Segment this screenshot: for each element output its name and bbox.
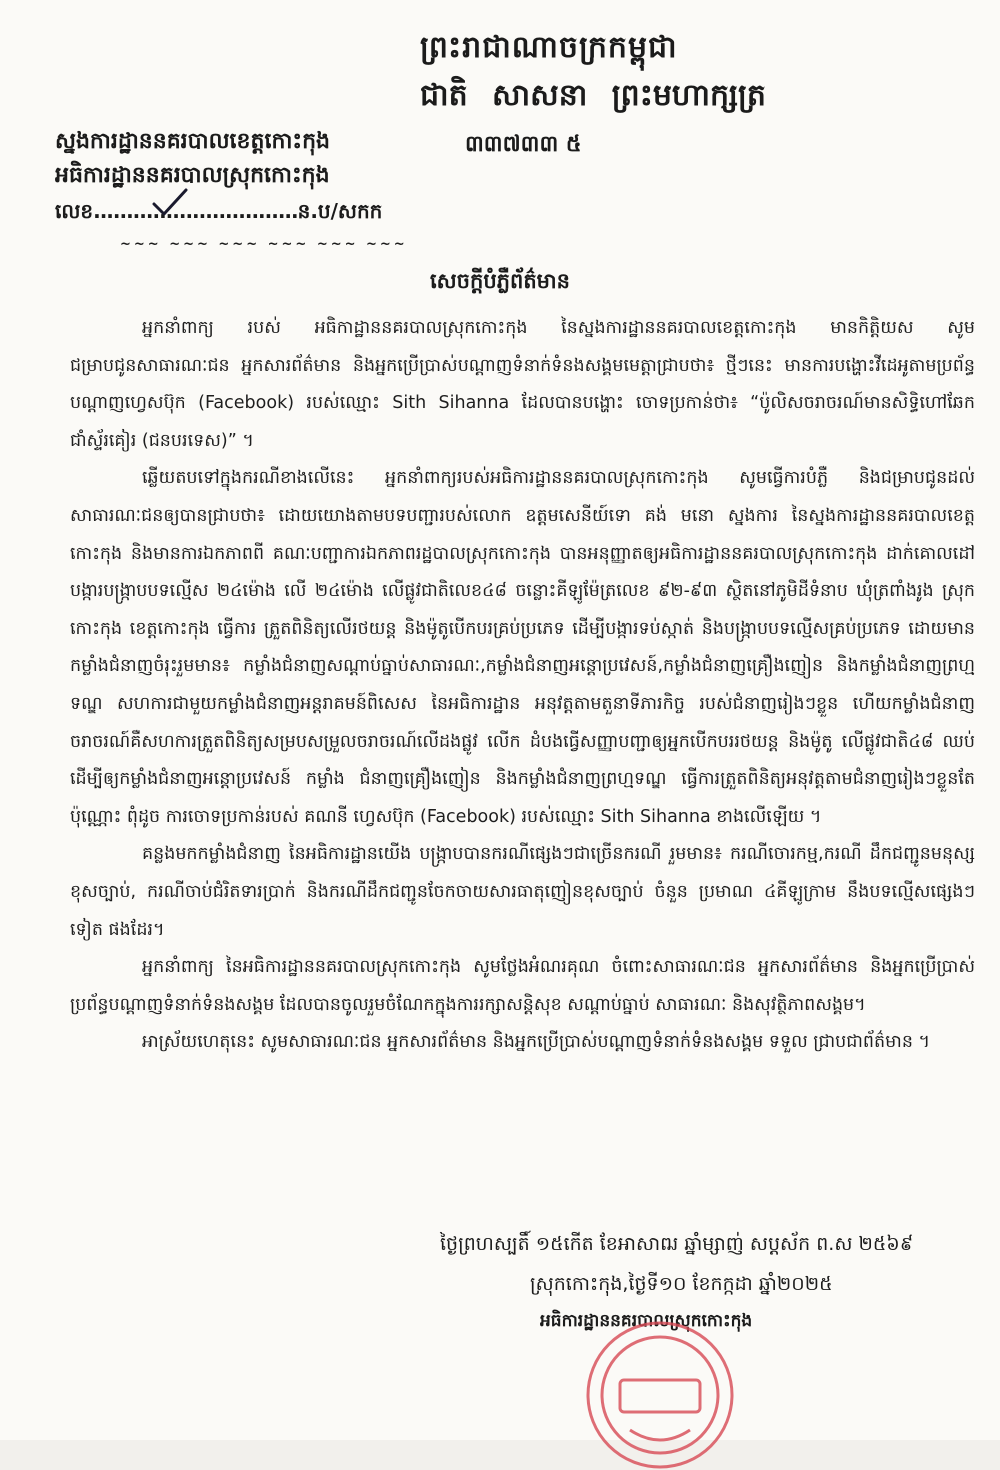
handwritten-check-mark (150, 188, 190, 218)
paragraph-thanks: អ្នកនាំពាក្យ នៃអធិការដ្ឋាននគរបាលស្រុកកោះកុង សូមថ្លែងអំណរគុណ ចំពោះសាធារណៈជន អ្នកសារព័ត៌មាន និងអ្នកប្រើប្រាស់ប្រព័ន្ធបណ្ដាញទំនាក់ទំនងសង្គម ដែលបានចូលរួមចំណែកក្នុងការរក្សាសន្តិសុខ សណ្ដាប់ធ្នាប់ សាធារណៈ និងសុវត្ថិភាពសង្គម។ (70, 957, 975, 1015)
paragraph-response: ឆ្លើយតបទៅក្នុងករណីខាងលើនេះ អ្នកនាំពាក្យរបស់អធិការដ្ឋាននគរបាលស្រុកកោះកុង សូមធ្វើការបំភ្លឺ និងជម្រាបជូនដល់សាធារណៈជនឲ្យបានជ្រាបថា៖ ដោយយោងតាមបទបញ្ជារបស់លោក ឧត្តមសេនីយ៍ទោ គង់ មនោ ស្នងការ នៃស្នងការដ្ឋាននគរបាលខេត្តកោះកុង និងមានការឯកភាពពី គណៈបញ្ជាការឯកភាពរដ្ឋបាលស្រុកកោះកុង បានអនុញ្ញាតឲ្យអធិការដ្ឋាននគរបាលស្រុកកោះកុង ដាក់គោលដៅបង្ការបង្ក្រាបបទល្មើស ២៤ម៉ោង លើ ២៤ម៉ោង លើផ្លូវជាតិលេខ៤៨ ចន្លោះគីឡូម៉ែត្រលេខ ៩២-៩៣ ស្ថិតនៅភូមិដីទំនាប ឃុំត្រពាំងរូង ស្រុកកោះកុង ខេត្តកោះកុង ធ្វើការ ត្រួតពិនិត្យលើរថយន្ត និងម៉ូតូបើកបរគ្រប់ប្រភេទ ដើម្បីបង្ការទប់ស្កាត់ និងបង្ក្រាបបទល្មើសគ្រប់ប្រភេទ ដោយមាន កម្លាំងជំនាញចំរុះរួមមាន៖ កម្លាំងជំនាញសណ្ដាប់ធ្នាប់សាធារណៈ,កម្លាំងជំនាញអន្តោប្រវេសន៍,កម្លាំងជំនាញគ្រឿងញៀន និងកម្លាំងជំនាញព្រហ្មទណ្ឌ សហការជាមួយកម្លាំងជំនាញអន្តរាគមន៍ពិសេស នៃអធិការដ្ឋាន អនុវត្តតាមតួនាទីភារកិច្ច របស់ជំនាញរៀងៗខ្លួន ហើយកម្លាំងជំនាញចរាចរណ៍គឺសហការត្រួតពិនិត្យសម្របសម្រួលចរាចរណ៍លើដងផ្លូវ លើក ដំបងធ្វើសញ្ញាបញ្ជាឲ្យអ្នកបើកបររថយន្ត និងម៉ូតូ លើផ្លូវជាតិ៤៨ ឈប់ដើម្បីឲ្យកម្លាំងជំនាញអន្តោប្រវេសន៍ កម្លាំង ជំនាញគ្រឿងញៀន និងកម្លាំងជំនាញព្រហ្មទណ្ឌ ធ្វើការត្រួតពិនិត្យអនុវត្តតាមជំនាញរៀងៗខ្លួនតែប៉ុណ្ណោះ ពុំដូច ការចោទប្រកាន់របស់ គណនី ហ្វេសប៊ុក (Facebook) របស់ឈ្មោះ Sith Sihanna ខាងលើឡើយ ។ (70, 468, 975, 827)
document-body (70, 310, 975, 1062)
header-ornament: ៣៣៧៣៣ ៥ (465, 132, 582, 157)
issuer-block (55, 125, 415, 252)
paragraph-achievements: គន្លងមកកម្លាំងជំនាញ នៃអធិការដ្ឋានយើង បង្ក្រាបបានករណីផ្សេងៗជាច្រើនករណី រួមមាន៖ ករណីចោរកម្ម,ករណី ដឹកជញ្ជូនមនុស្សខុសច្បាប់, ករណីចាប់ជំរិតទារប្រាក់ និងករណីដឹកជញ្ជូនចែកចាយសារធាតុញៀនខុសច្បាប់ ចំនួន ប្រមាណ ៤គីឡូក្រាម នឹងបទល្មើសផ្សេងៗទៀត ផងដែរ។ (70, 844, 975, 940)
commissariat-name: ស្នងការដ្ឋាននគរបាលខេត្តកោះកុង (55, 129, 330, 154)
solar-date: ស្រុកកោះកុង,ថ្ងៃទី១០ ខែកក្កដា ឆ្នាំ២០២៥ (530, 1273, 833, 1295)
reference-prefix: លេខ (55, 199, 94, 223)
reference-suffix: ន.ប/សកក (297, 199, 383, 223)
paragraph-intro: អ្នកនាំពាក្យ របស់ អធិកាដ្ឋាននគរបាលស្រុកកោះកុង នៃស្នងការដ្ឋាននគរបាលខេត្តកោះកុង មានកិត្តិយស សូមជម្រាបជូនសាធារណៈជន អ្នកសារព័ត៌មាន និងអ្នកប្រើប្រាស់បណ្ដាញទំនាក់ទំនងសង្គមមេត្តាជ្រាបថា៖ ថ្មីៗនេះ មានការបង្ហោះវីដេអូតាមប្រព័ន្ធបណ្ដាញហ្វេសប៊ុក (Facebook) របស់ឈ្មោះ Sith Sihanna ដែលបានបង្ហោះ ចោទប្រកាន់ថា៖ “ប៉ូលិសចរាចរណ៍មានសិទ្ធិហៅឆែកជាំស្ទ័រគៀរ (ជនបរទេស)” ។ (70, 318, 975, 451)
official-stamp (560, 1300, 760, 1470)
reference-number (55, 198, 382, 228)
lunar-date: ថ្ងៃព្រហស្បតិ៍ ១៥កើត ខែអាសាឍ ឆ្នាំម្សាញ់ សប្តស័ក ព.ស ២៥៦៩ (440, 1233, 914, 1255)
inspectorate-name: អធិការដ្ឋាននគរបាលស្រុកកោះកុង (55, 163, 330, 188)
reference-dots: ............................... (93, 199, 298, 223)
signing-office: អធិការដ្ឋាននគរបាលស្រុកកោះកុង (540, 1311, 753, 1331)
issuer-ornament: ~~~ ~~~ ~~~ ~~~ ~~~ ~~~ (120, 237, 408, 252)
document-title: សេចក្ដីបំភ្លឺព័ត៌មាន (430, 269, 570, 293)
kingdom-title: ព្រះរាជាណាចក្រកម្ពុជា (420, 30, 678, 65)
national-motto: ជាតិ សាសនា ព្រះមហាក្សត្រ (420, 78, 766, 113)
paragraph-conclusion: អាស្រ័យហេតុនេះ សូមសាធារណៈជន អ្នកសារព័ត៌មាន និងអ្នកប្រើប្រាស់បណ្ដាញទំនាក់ទំនងសង្គម ទទួល ជ្រាបជាព័ត៌មាន ។ (142, 1032, 931, 1053)
